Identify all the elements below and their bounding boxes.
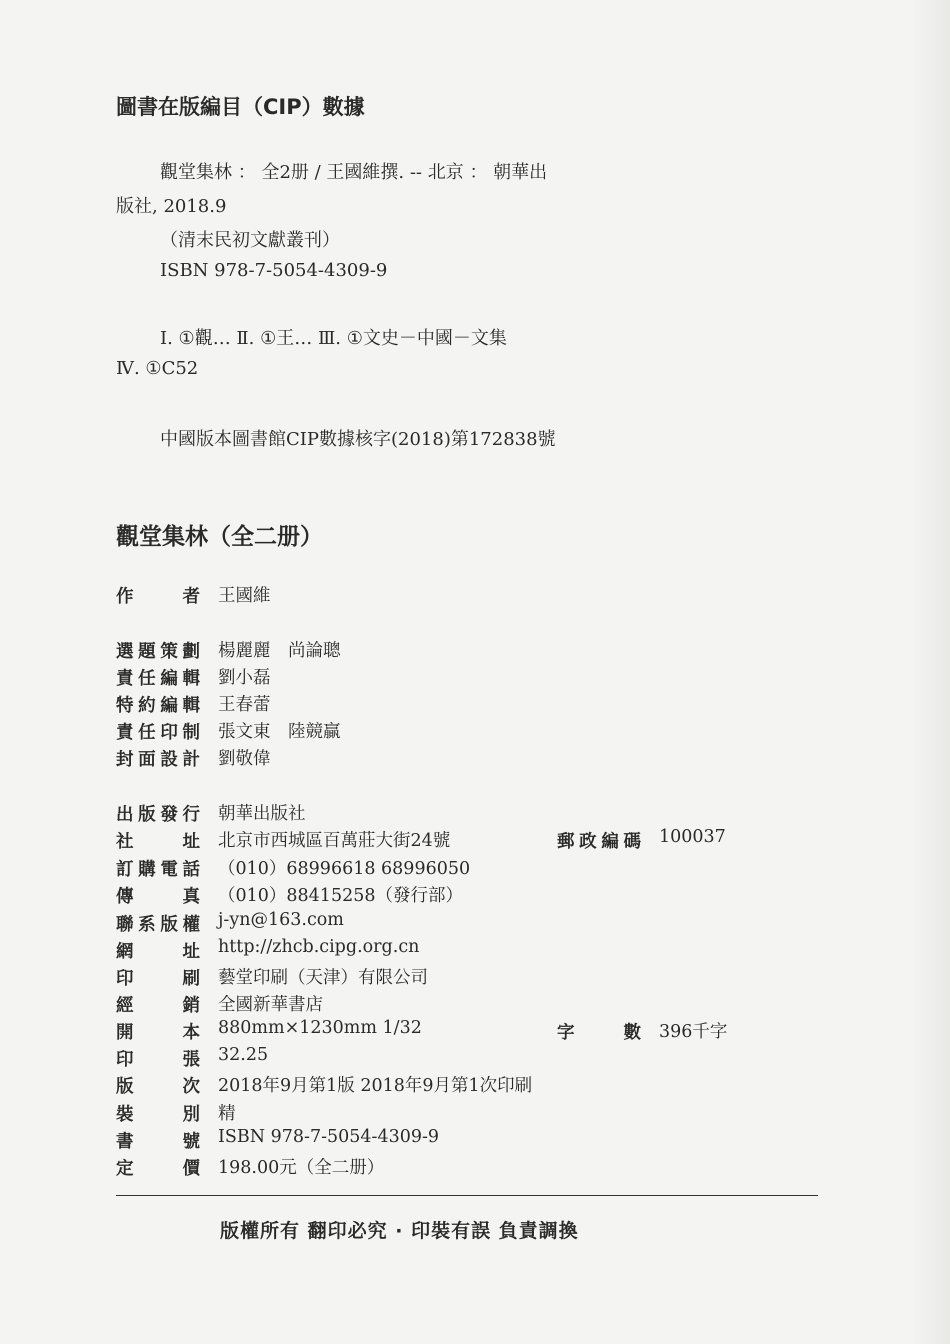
- credit-label-printing-manager: 責 任 印 制: [116, 723, 200, 743]
- credit-label-special-editor: 特 約 編 輯: [116, 696, 200, 716]
- pub-value-postal-code: 100037: [659, 827, 726, 847]
- pub-value-edition: 2018年9月第1版 2018年9月第1次印刷: [218, 1076, 533, 1096]
- pub-value-copyright-contact: j-yn@163.com: [218, 910, 344, 930]
- cip-isbn: ISBN 978-7-5054-4309-9: [160, 260, 388, 281]
- pub-label-binding: 裝 別: [116, 1105, 200, 1125]
- cip-record-number: 中國版本圖書館CIP數據核字(2018)第172838號: [160, 429, 556, 450]
- pub-label-order-phone: 訂 購 電 話: [116, 860, 200, 880]
- cip-subject-line2: Ⅳ. ①C52: [116, 358, 199, 379]
- credit-value-editor: 劉小磊: [218, 668, 271, 688]
- pub-value-format: 880mm×1230mm 1/32: [218, 1018, 422, 1038]
- pub-value-word-count: 396千字: [659, 1022, 728, 1042]
- divider-rule: [116, 1195, 818, 1196]
- cip-series: （清末民初文獻叢刊）: [160, 230, 340, 251]
- credit-label-cover-design: 封 面 設 計: [116, 750, 200, 770]
- credit-value-cover-design: 劉敬偉: [218, 749, 271, 769]
- pub-value-distributor: 全國新華書店: [218, 995, 323, 1015]
- pub-label-fax: 傳 真: [116, 887, 200, 907]
- pub-label-format: 開 本: [116, 1023, 200, 1043]
- cip-heading: 圖書在版編目（CIP）數據: [116, 95, 365, 119]
- pub-value-sheets: 32.25: [218, 1045, 269, 1065]
- pub-label-postal-code: 郵 政 編 碼: [557, 832, 641, 852]
- pub-label-word-count: 字 數: [557, 1023, 641, 1043]
- pub-value-fax: （010）88415258（發行部）: [218, 886, 463, 906]
- credit-value-planning: 楊麗麗 尚論聰: [218, 641, 341, 661]
- pub-label-edition: 版 次: [116, 1077, 200, 1097]
- book-title: 觀堂集林（全二册）: [116, 524, 323, 550]
- credit-label-planning: 選 題 策 劃: [116, 642, 200, 662]
- pub-value-price: 198.00元（全二册）: [218, 1158, 385, 1178]
- pub-label-website: 網 址: [116, 942, 200, 962]
- credit-value-printing-manager: 張文東 陸競贏: [218, 722, 341, 742]
- pub-label-address: 社 址: [116, 832, 200, 852]
- pub-label-publisher: 出 版 發 行: [116, 805, 200, 825]
- credit-value-author: 王國維: [218, 586, 271, 606]
- rights-notice: 版權所有 翻印必究 · 印裝有誤 負責調換: [220, 1220, 579, 1242]
- pub-value-address: 北京市西城區百萬莊大街24號: [218, 831, 451, 851]
- pub-label-price: 定 價: [116, 1159, 200, 1179]
- credit-value-special-editor: 王春蕾: [218, 695, 271, 715]
- pub-value-website: http://zhcb.cipg.org.cn: [218, 937, 420, 957]
- credit-label-editor: 責 任 編 輯: [116, 669, 200, 689]
- pub-label-printer: 印 刷: [116, 969, 200, 989]
- pub-value-book-number: ISBN 978-7-5054-4309-9: [218, 1127, 440, 1147]
- cip-entry-line2: 版社, 2018.9: [116, 196, 227, 217]
- cip-subject-line1: Ⅰ. ①觀… Ⅱ. ①王… Ⅲ. ①文史－中國－文集: [160, 328, 507, 349]
- page-edge-shadow: [910, 0, 950, 1344]
- pub-value-publisher: 朝華出版社: [218, 804, 306, 824]
- pub-label-copyright-contact: 聯 系 版 權: [116, 915, 200, 935]
- pub-value-printer: 藝堂印刷（天津）有限公司: [218, 968, 428, 988]
- pub-value-order-phone: （010）68996618 68996050: [218, 859, 471, 879]
- cip-entry-line1: 觀堂集林 ： 全2册 / 王國維撰. -- 北京 ： 朝華出: [160, 162, 548, 183]
- pub-label-sheets: 印 張: [116, 1050, 200, 1070]
- pub-label-distributor: 經 銷: [116, 996, 200, 1016]
- pub-value-binding: 精: [218, 1104, 236, 1124]
- credit-label-author: 作 者: [116, 587, 200, 607]
- pub-label-book-number: 書 號: [116, 1132, 200, 1152]
